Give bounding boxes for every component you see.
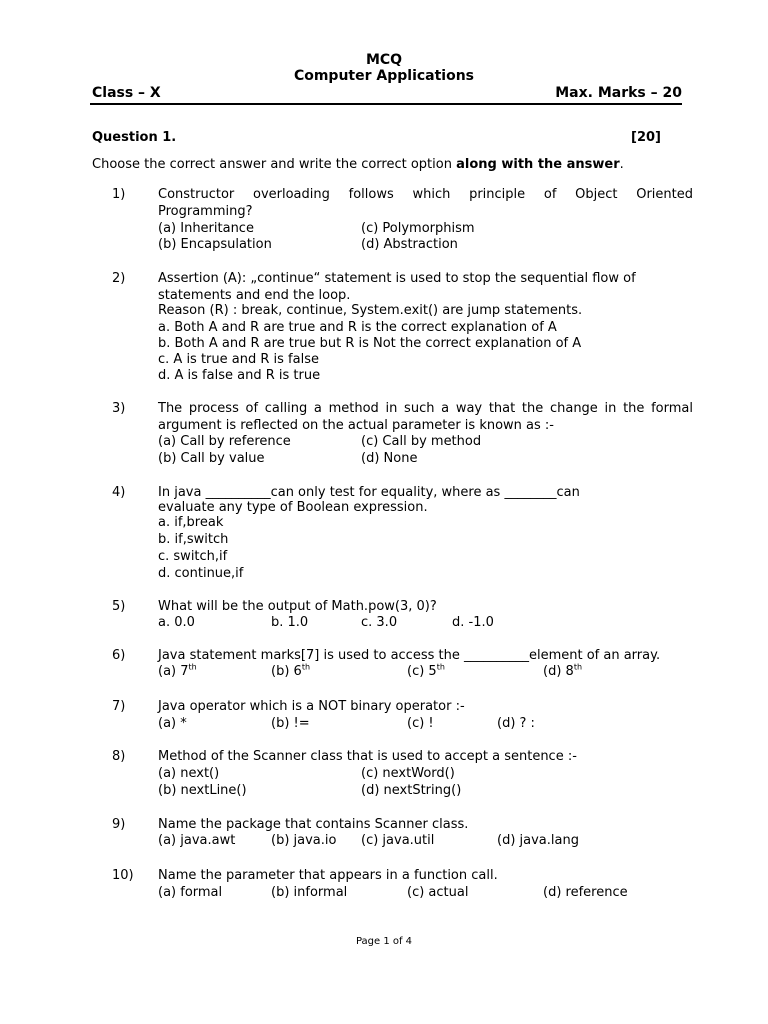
q1-text-line1: Constructor overloading follows which principle of Object Oriented: [158, 187, 693, 202]
q6-option-b-sup: th: [301, 662, 311, 672]
q8-option-b: (b) nextLine(): [158, 783, 247, 798]
q5-number: 5): [112, 599, 126, 614]
q3-option-a: (a) Call by reference: [158, 434, 291, 449]
q2-option-c: c. A is true and R is false: [158, 352, 319, 367]
max-marks: Max. Marks – 20: [555, 85, 682, 101]
q6-text: Java statement marks[7] is used to access the __________element of an array.: [158, 648, 661, 663]
q6-number: 6): [112, 648, 126, 663]
q10-option-d: (d) reference: [543, 885, 628, 900]
q10-option-c: (c) actual: [407, 885, 469, 900]
q1-number: 1): [112, 187, 126, 202]
q8-number: 8): [112, 749, 126, 764]
q9-option-d: (d) java.lang: [497, 833, 579, 848]
q3-option-b: (b) Call by value: [158, 451, 265, 466]
q8-option-c: (c) nextWord(): [361, 766, 455, 781]
q6-option-c-sup: th: [436, 662, 445, 672]
q2-option-b: b. Both A and R are true but R is Not the correct explanation of A: [158, 336, 582, 351]
q4-text-line1: In java __________can only test for equality, where as ________can: [158, 485, 580, 500]
class-label: Class – X: [92, 85, 161, 101]
instruction-bold: along with the answer: [456, 157, 620, 172]
doc-subject: Computer Applications: [293, 68, 475, 84]
question-marks: [20]: [631, 130, 661, 145]
q4-option-d: d. continue,if: [158, 566, 244, 581]
q6-option-b: [271, 664, 310, 680]
q6-option-b-text: (b) 6: [271, 664, 302, 679]
q5-option-d: d. -1.0: [452, 615, 494, 630]
q7-number: 7): [112, 699, 126, 714]
doc-title: MCQ: [365, 52, 403, 68]
q9-option-c: (c) java.util: [361, 833, 435, 848]
q7-option-b: (b) !=: [271, 716, 310, 731]
q6-option-a-text: (a) 7: [158, 664, 189, 679]
question-label: Question 1.: [92, 130, 177, 145]
q6-option-d-text: (d) 8: [543, 664, 574, 679]
q7-option-c: (c) !: [407, 716, 434, 731]
q2-reason: Reason (R) : break, continue, System.exit() are jump statements.: [158, 303, 583, 318]
q5-option-c: c. 3.0: [361, 615, 398, 630]
q5-option-b: b. 1.0: [271, 615, 309, 630]
q4-option-c: c. switch,if: [158, 549, 228, 564]
instruction-prefix: Choose the correct answer and write the correct option: [92, 157, 457, 172]
instruction: [92, 157, 624, 173]
q7-option-a: (a) *: [158, 716, 187, 731]
instruction-suffix: .: [619, 157, 624, 172]
q10-option-b: (b) informal: [271, 885, 348, 900]
q3-text-line1: The process of calling a method in such a way that the change in the formal: [158, 401, 693, 416]
q10-number: 10): [112, 868, 134, 883]
q9-number: 9): [112, 817, 126, 832]
q7-text: Java operator which is a NOT binary operator :-: [158, 699, 465, 714]
q2-number: 2): [112, 271, 126, 286]
q4-option-b: b. if,switch: [158, 532, 229, 547]
q5-text: What will be the output of Math.pow(3, 0)?: [158, 599, 437, 614]
q7-option-d: (d) ? :: [497, 716, 535, 731]
page-number: Page 1 of 4: [355, 936, 413, 947]
q6-option-c: [407, 664, 445, 680]
q4-text-line2: evaluate any type of Boolean expression.: [158, 500, 428, 515]
q9-text: Name the package that contains Scanner class.: [158, 817, 469, 832]
q1-text-line2: Programming?: [158, 204, 253, 219]
q1-option-b: (b) Encapsulation: [158, 237, 272, 252]
q9-option-b: (b) java.io: [271, 833, 337, 848]
q6-option-c-text: (c) 5: [407, 664, 437, 679]
q3-option-c: (c) Call by method: [361, 434, 482, 449]
q1-option-a: (a) Inheritance: [158, 221, 254, 236]
q6-option-a-sup: th: [188, 662, 197, 672]
q4-number: 4): [112, 485, 126, 500]
q10-option-a: (a) formal: [158, 885, 223, 900]
q6-option-a: [158, 664, 197, 680]
header-rule: [90, 103, 682, 105]
q2-text-line2: statements and end the loop.: [158, 288, 351, 303]
q5-option-a: a. 0.0: [158, 615, 195, 630]
q6-option-d: [543, 664, 582, 680]
q10-text: Name the parameter that appears in a function call.: [158, 868, 498, 883]
q6-option-d-sup: th: [573, 662, 583, 672]
q1-option-d: (d) Abstraction: [361, 237, 458, 252]
q3-number: 3): [112, 401, 126, 416]
q2-option-a: a. Both A and R are true and R is the correct explanation of A: [158, 320, 557, 335]
q2-option-d: d. A is false and R is true: [158, 368, 321, 383]
q8-option-d: (d) nextString(): [361, 783, 462, 798]
q3-text-line2: argument is reflected on the actual parameter is known as :-: [158, 418, 554, 433]
q3-option-d: (d) None: [361, 451, 418, 466]
q9-option-a: (a) java.awt: [158, 833, 236, 848]
q1-option-c: (c) Polymorphism: [361, 221, 475, 236]
q8-text: Method of the Scanner class that is used to accept a sentence :-: [158, 749, 577, 764]
q4-option-a: a. if,break: [158, 515, 224, 530]
q2-text-line1: Assertion (A): „continue“ statement is used to stop the sequential flow of: [158, 271, 636, 286]
q8-option-a: (a) next(): [158, 766, 220, 781]
